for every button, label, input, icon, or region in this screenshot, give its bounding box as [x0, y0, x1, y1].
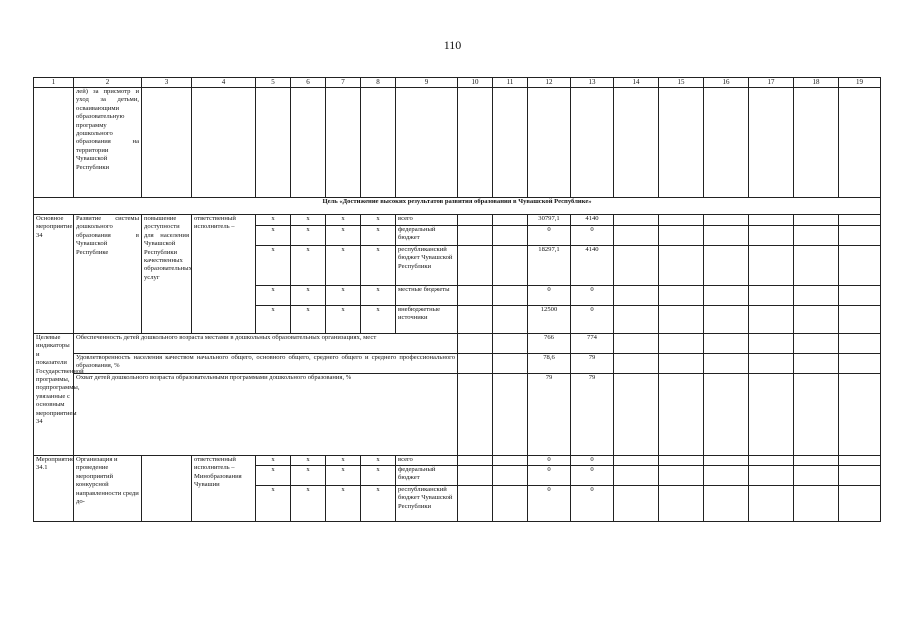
- cell-x: x: [361, 246, 396, 286]
- value-col13: 0: [571, 466, 614, 486]
- value-col12: 79: [528, 374, 571, 456]
- value-col13: 0: [571, 226, 614, 246]
- value-col13: 0: [571, 456, 614, 466]
- indicator-row: [34, 334, 881, 354]
- cell-x: x: [256, 306, 291, 334]
- cell-x: x: [291, 226, 326, 246]
- funding-source: федеральный бюджет: [396, 466, 458, 486]
- cell-x: x: [326, 456, 361, 466]
- column-number: 17: [749, 78, 794, 88]
- value-col12: 0: [528, 286, 571, 306]
- column-number: 15: [659, 78, 704, 88]
- cell-x: x: [326, 226, 361, 246]
- cell-x: x: [291, 306, 326, 334]
- value-col12: 766: [528, 334, 571, 354]
- column-number: 1: [34, 78, 74, 88]
- cell-x: x: [326, 246, 361, 286]
- cell-x: x: [326, 466, 361, 486]
- program-table: [33, 77, 881, 522]
- column-number-row: [34, 78, 881, 88]
- column-number: 4: [192, 78, 256, 88]
- column-number: 19: [839, 78, 881, 88]
- event341-row: [34, 456, 881, 466]
- value-col12: 0: [528, 486, 571, 522]
- value-col12: 0: [528, 456, 571, 466]
- funding-source: всего: [396, 215, 458, 226]
- cell-x: x: [256, 246, 291, 286]
- event34-goal: повышение доступности для населения Чувашской Республики качественных образовательных услуг: [142, 215, 192, 334]
- column-number: 8: [361, 78, 396, 88]
- value-col13: 774: [571, 334, 614, 354]
- cell-x: x: [361, 466, 396, 486]
- cell-x: x: [361, 486, 396, 522]
- cell-x: x: [256, 215, 291, 226]
- value-col12: 0: [528, 466, 571, 486]
- cell-x: x: [256, 466, 291, 486]
- column-number: 2: [74, 78, 142, 88]
- cell-x: x: [326, 486, 361, 522]
- column-number: 5: [256, 78, 291, 88]
- indicator-text: Охват детей дошкольного возраста образовательными программами дошкольного образования, %: [74, 374, 458, 456]
- indicator-row: [34, 354, 881, 374]
- value-col13: 79: [571, 374, 614, 456]
- cell-x: x: [291, 215, 326, 226]
- cell-x: x: [291, 486, 326, 522]
- value-col13: 0: [571, 306, 614, 334]
- cell-x: x: [361, 226, 396, 246]
- event34-title: Развитие системы дошкольного образования в Чувашской Республике: [74, 215, 142, 334]
- value-col13: 4140: [571, 246, 614, 286]
- event341-executor: ответственный исполнитель – Минобразования Чувашии: [192, 456, 256, 522]
- column-number: 3: [142, 78, 192, 88]
- goal-row: [34, 198, 881, 215]
- column-number: 12: [528, 78, 571, 88]
- cell-x: x: [256, 456, 291, 466]
- funding-source: внебюджетные источники: [396, 306, 458, 334]
- column-number: 9: [396, 78, 458, 88]
- column-number: 7: [326, 78, 361, 88]
- value-col12: 0: [528, 226, 571, 246]
- value-col13: 0: [571, 286, 614, 306]
- cell-x: x: [291, 466, 326, 486]
- cell-x: x: [256, 486, 291, 522]
- indicator-row: [34, 374, 881, 456]
- indicators-label: Целевые индикаторы и показатели Государственной программы, подпрограммы, увязанные с основным мероприятием 34: [34, 334, 74, 456]
- column-number: 14: [614, 78, 659, 88]
- continuation-text: лей) за присмотр и уход за детьми, осваивающими образовательную программу дошкольного образования на территории Чувашской Республики: [74, 88, 142, 198]
- cell-x: x: [361, 215, 396, 226]
- cell-x: x: [291, 246, 326, 286]
- column-number: 18: [794, 78, 839, 88]
- value-col12: 12500: [528, 306, 571, 334]
- cell-x: x: [256, 286, 291, 306]
- cell-x: x: [326, 215, 361, 226]
- funding-source: всего: [396, 456, 458, 466]
- cell-x: x: [361, 456, 396, 466]
- value-col13: 4140: [571, 215, 614, 226]
- cell-x: x: [361, 306, 396, 334]
- funding-source: республиканский бюджет Чувашской Республики: [396, 486, 458, 522]
- column-number: 11: [493, 78, 528, 88]
- indicator-text: Удовлетворенность населения качеством начального общего, основного общего, среднего общего и среднего профессионального образования, %: [74, 354, 458, 374]
- column-number: 13: [571, 78, 614, 88]
- event341-title: Организация и проведение мероприятий конкурсной направленности среди до-: [74, 456, 142, 522]
- event34-code: Основное мероприятие 34: [34, 215, 74, 334]
- cell-x: x: [291, 286, 326, 306]
- cell-x: x: [326, 306, 361, 334]
- goal-heading: Цель «Достижение высоких результатов развития образования в Чувашской Республике»: [34, 198, 881, 215]
- event34-row: [34, 215, 881, 226]
- funding-source: республиканский бюджет Чувашской Республики: [396, 246, 458, 286]
- column-number: 16: [704, 78, 749, 88]
- cell-x: x: [326, 286, 361, 306]
- funding-source: местные бюджеты: [396, 286, 458, 306]
- continuation-row: [34, 88, 881, 198]
- column-number: 6: [291, 78, 326, 88]
- value-col12: 18297,1: [528, 246, 571, 286]
- page-number: 110: [443, 38, 462, 52]
- indicator-text: Обеспеченность детей дошкольного возраста местами в дошкольных образовательных организациях, мест: [74, 334, 458, 354]
- event341-code: Мероприятие 34.1: [34, 456, 74, 522]
- cell-x: x: [361, 286, 396, 306]
- funding-source: федеральный бюджет: [396, 226, 458, 246]
- value-col13: 79: [571, 354, 614, 374]
- cell-x: x: [291, 456, 326, 466]
- event34-executor: ответственный исполнитель –: [192, 215, 256, 334]
- value-col12: 30797,1: [528, 215, 571, 226]
- cell-x: x: [256, 226, 291, 246]
- value-col12: 78,6: [528, 354, 571, 374]
- column-number: 10: [458, 78, 493, 88]
- value-col13: 0: [571, 486, 614, 522]
